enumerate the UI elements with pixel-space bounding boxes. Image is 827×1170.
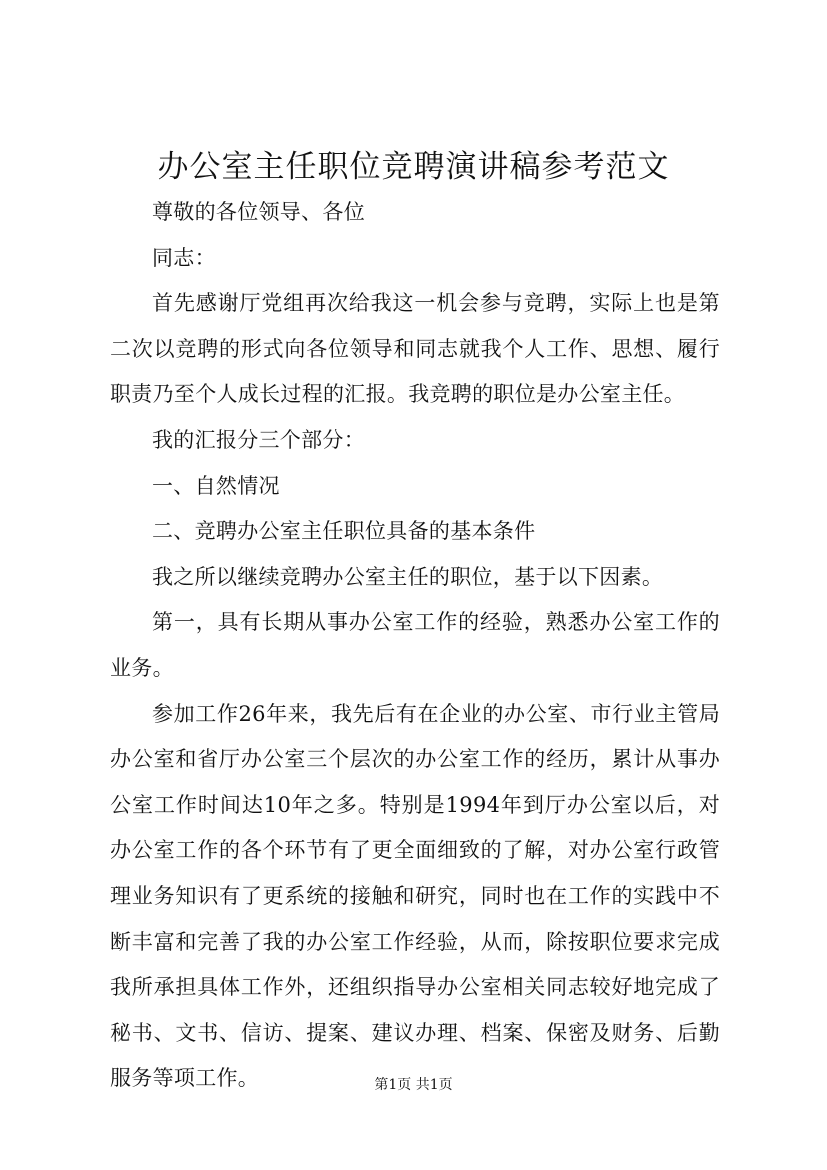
paragraph-first-reason: 第一，具有长期从事办公室工作的经验，熟悉办公室工作的业务。 — [110, 610, 720, 680]
paragraph-section-2: 二、竞聘办公室主任职位具备的基本条件 — [152, 519, 536, 544]
paragraph-section-1: 一、自然情况 — [152, 473, 280, 498]
paragraph-reasons: 我之所以继续竞聘办公室主任的职位，基于以下因素。 — [152, 564, 664, 589]
paragraph-intro: 首先感谢厅党组再次给我这一机会参与竞聘，实际上也是第二次以竞聘的形式向各位领导和同志就我个人工作、思想、履行职责乃至个人成长过程的汇报。我竞聘的职位是办公室主任。 — [110, 291, 720, 407]
page-footer: 第1页 共1页 — [374, 1077, 453, 1093]
paragraph-salutation: 尊敬的各位领导、各位 — [152, 200, 365, 224]
document-title: 办公室主任职位竞聘演讲稿参考范文 — [157, 149, 670, 185]
paragraph-experience: 参加工作26年来，我先后有在企业的办公室、市行业主管局办公室和省厅办公室三个层次的办公室工作的经历，累计从事办公室工作时间达10年之多。特别是1994年到厅办公室以后，对办公室工作的各个环节有了更全面细致的了解，对办公室行政管理业务知识有了更系统的接触和研究，同时也在工作的实践中不断丰富和完善了我的办公室工作经验，从而，除按职位要求完成我所承担具体工作外，还组织指导办公室相关同志较好地完成了秘书、文书、信访、提案、建议办理、档案、保密及财务、后勤服务等项工作。 — [110, 701, 720, 1091]
document-body — [110, 190, 720, 1102]
paragraph-outline: 我的汇报分三个部分： — [152, 427, 365, 452]
paragraph-salutation-cont: 同志： — [152, 245, 216, 270]
